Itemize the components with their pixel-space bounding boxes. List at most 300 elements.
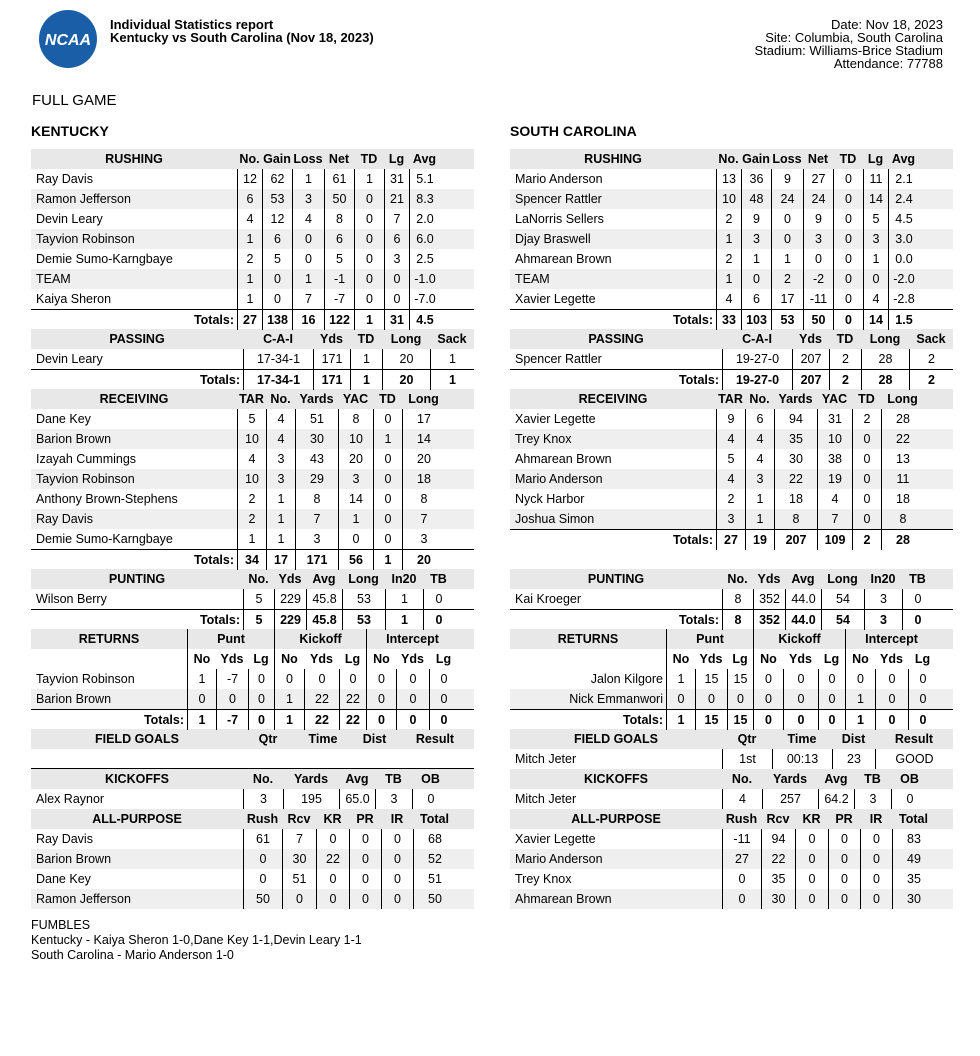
returns-total-value: 0 — [818, 710, 845, 730]
rushing-value: 1 — [237, 269, 262, 289]
returns-player: Tayvion Robinson — [36, 672, 135, 686]
receiving-row — [510, 489, 953, 509]
passing-total-value: 2 — [909, 370, 953, 390]
rushing-value: 0 — [262, 289, 292, 309]
all-purpose-value: 0 — [349, 829, 381, 849]
rushing-value: 6.0 — [409, 229, 440, 249]
rushing-value: 4.5 — [888, 209, 919, 229]
receiving-total-value: 207 — [774, 530, 817, 550]
all-purpose-value: 30 — [282, 849, 316, 869]
returns-col-header: Lg — [914, 652, 931, 666]
game-date: Date: Nov 18, 2023 — [830, 17, 943, 32]
rushing-total-value: 16 — [292, 310, 324, 330]
punting-total-value: 3 — [864, 610, 902, 630]
returns-col-header: Lg — [253, 652, 269, 666]
passing-value: 17-34-1 — [243, 349, 313, 369]
passing-value: 171 — [313, 349, 350, 369]
returns-subheader-row — [31, 649, 474, 669]
receiving-value: 4 — [266, 409, 295, 429]
all-purpose-player: Xavier Legette — [515, 832, 596, 846]
returns-value: 0 — [695, 689, 727, 709]
punting-header-row — [31, 569, 474, 589]
receiving-value: 3 — [266, 469, 295, 489]
rushing-value: 0 — [354, 229, 384, 249]
receiving-value: 30 — [774, 449, 817, 469]
kickoffs-row — [31, 789, 474, 809]
rushing-value: 2.1 — [888, 169, 919, 189]
returns-row — [31, 689, 474, 709]
receiving-col-header: Long — [408, 392, 439, 406]
all-purpose-value: 0 — [828, 869, 860, 889]
rushing-value: 1 — [354, 169, 384, 189]
receiving-total-value: 34 — [237, 550, 266, 570]
rushing-col-header: Net — [328, 152, 350, 166]
returns-value: 0 — [666, 689, 695, 709]
rushing-title: RUSHING — [105, 152, 163, 166]
rushing-totals-label: Totals: — [672, 312, 713, 327]
rushing-total-value: 31 — [384, 310, 409, 330]
rushing-value: 24 — [771, 189, 803, 209]
all-purpose-col-header: Rcv — [287, 812, 311, 826]
all-purpose-value: 0 — [349, 849, 381, 869]
returns-col-header: No — [187, 649, 216, 669]
receiving-value: 4 — [237, 449, 266, 469]
rushing-value: 0 — [833, 189, 863, 209]
rushing-value: 0 — [354, 189, 384, 209]
rushing-player: LaNorris Sellers — [515, 212, 604, 226]
field-goals-col-header: Time — [787, 732, 817, 746]
rushing-value: 1 — [237, 229, 262, 249]
all-purpose-player: Ahmarean Brown — [515, 892, 612, 906]
passing-col-header: Yds — [320, 332, 343, 346]
all-purpose-value: 0 — [243, 869, 282, 889]
receiving-value: 0 — [373, 529, 402, 549]
returns-value: 0 — [366, 689, 396, 709]
receiving-value: 1 — [237, 529, 266, 549]
returns-group-header: Punt — [187, 629, 274, 649]
returns-value: 0 — [753, 689, 783, 709]
punting-value: 3 — [864, 589, 902, 609]
rushing-value: 0 — [833, 289, 863, 309]
all-purpose-value: 0 — [381, 889, 413, 909]
returns-value: 0 — [727, 689, 753, 709]
receiving-value: 1 — [745, 509, 774, 529]
receiving-value: 10 — [237, 469, 266, 489]
field-goals-value: 00:13 — [772, 749, 832, 769]
rushing-value: 50 — [324, 189, 354, 209]
receiving-value: 13 — [881, 449, 924, 469]
rushing-value: 4 — [292, 209, 324, 229]
receiving-totals-row — [31, 549, 474, 569]
receiving-player: Barion Brown — [36, 432, 112, 446]
receiving-total-value: 17 — [266, 550, 295, 570]
rushing-row — [510, 209, 953, 229]
rushing-value: 0 — [292, 229, 324, 249]
receiving-total-value: 2 — [852, 530, 881, 550]
receiving-col-header: TAR — [718, 392, 743, 406]
all-purpose-value: 94 — [761, 829, 795, 849]
rushing-totals-row — [31, 309, 474, 329]
returns-value: 1 — [666, 669, 695, 689]
rushing-total-value: 27 — [237, 310, 262, 330]
receiving-totals-row — [510, 529, 953, 549]
kickoffs-value: 3 — [243, 789, 283, 809]
returns-value: 1 — [845, 689, 875, 709]
kickoffs-row — [510, 789, 953, 809]
report-title: Individual Statistics report — [110, 17, 274, 32]
all-purpose-value: -11 — [722, 829, 761, 849]
punting-value: 1 — [385, 589, 423, 609]
passing-totals-label: Totals: — [199, 372, 240, 387]
rushing-value: 53 — [262, 189, 292, 209]
receiving-value: 8 — [881, 509, 924, 529]
returns-value: 22 — [304, 689, 339, 709]
rushing-player: Ahmarean Brown — [515, 252, 612, 266]
returns-total-value: -7 — [216, 710, 248, 730]
rushing-header-row — [31, 149, 474, 169]
rushing-value: 2.0 — [409, 209, 440, 229]
rushing-value: 5 — [324, 249, 354, 269]
receiving-total-value: 20 — [402, 550, 445, 570]
rushing-row — [31, 249, 474, 269]
receiving-value: 4 — [716, 429, 745, 449]
all-purpose-player: Barion Brown — [36, 852, 112, 866]
returns-col-header: No — [753, 649, 783, 669]
rushing-player: Spencer Rattler — [515, 192, 602, 206]
returns-total-value: 0 — [875, 710, 908, 730]
receiving-player: Ray Davis — [36, 512, 93, 526]
passing-row — [510, 349, 953, 369]
punting-col-header: TB — [430, 572, 447, 586]
rushing-col-header: Avg — [891, 152, 916, 166]
all-purpose-value: 0 — [381, 829, 413, 849]
rushing-value: 0 — [803, 249, 833, 269]
receiving-col-header: No. — [270, 392, 291, 406]
all-purpose-col-header: PR — [835, 812, 853, 826]
field-goals-col-header: Dist — [362, 732, 387, 746]
rushing-value: -1 — [324, 269, 354, 289]
passing-col-header: Long — [869, 332, 901, 346]
returns-total-value: 15 — [695, 710, 727, 730]
receiving-value: 8 — [295, 489, 338, 509]
rushing-row — [510, 189, 953, 209]
rushing-value: 3 — [741, 229, 771, 249]
returns-value: 15 — [727, 669, 753, 689]
returns-total-value: 1 — [845, 710, 875, 730]
returns-value: 0 — [875, 669, 908, 689]
all-purpose-row — [510, 829, 953, 849]
rushing-value: 7 — [292, 289, 324, 309]
all-purpose-col-header: Total — [420, 812, 449, 826]
punting-total-value: 8 — [722, 610, 753, 630]
returns-totals-label: Totals: — [143, 712, 184, 727]
returns-total-value: 0 — [908, 710, 937, 730]
receiving-value: 31 — [817, 409, 852, 429]
returns-value: 0 — [753, 669, 783, 689]
returns-value: 1 — [187, 669, 216, 689]
all-purpose-col-header: Rush — [725, 812, 758, 826]
rushing-value: 17 — [771, 289, 803, 309]
rushing-total-value: 0 — [833, 310, 863, 330]
kickoffs-value: 0 — [412, 789, 449, 809]
fumbles-kentucky: Kentucky - Kaiya Sheron 1-0,Dane Key 1-1,Devin Leary 1-1 — [31, 933, 362, 947]
rushing-col-header: Gain — [742, 152, 770, 166]
receiving-row — [31, 469, 474, 489]
all-purpose-value: 22 — [316, 849, 349, 869]
returns-value: 0 — [396, 669, 429, 689]
rushing-value: 0.0 — [888, 249, 919, 269]
rushing-value: 0 — [384, 289, 409, 309]
punting-totals-row — [510, 609, 953, 629]
receiving-value: 7 — [402, 509, 445, 529]
returns-value: 0 — [845, 669, 875, 689]
all-purpose-value: 0 — [316, 889, 349, 909]
receiving-col-header: No. — [749, 392, 770, 406]
rushing-value: 12 — [262, 209, 292, 229]
rushing-value: 1 — [237, 289, 262, 309]
punting-row — [31, 589, 474, 609]
receiving-value: 0 — [338, 529, 373, 549]
punting-total-value: 53 — [342, 610, 385, 630]
punting-player: Wilson Berry — [36, 592, 107, 606]
rushing-value: 0 — [833, 169, 863, 189]
kickoffs-header-row — [510, 769, 953, 789]
rushing-value: 1 — [292, 169, 324, 189]
returns-value: 1 — [274, 689, 304, 709]
punting-total-value: 45.8 — [306, 610, 342, 630]
returns-value: 0 — [187, 689, 216, 709]
returns-value: 0 — [908, 689, 937, 709]
all-purpose-value: 0 — [349, 869, 381, 889]
all-purpose-player: Ramon Jefferson — [36, 892, 131, 906]
punting-value: 54 — [821, 589, 864, 609]
rushing-row — [31, 209, 474, 229]
returns-value: 0 — [304, 669, 339, 689]
rushing-value: 7 — [384, 209, 409, 229]
field-goals-value: 1st — [722, 749, 772, 769]
field-goals-title: FIELD GOALS — [573, 732, 659, 746]
receiving-total-value: 171 — [295, 550, 338, 570]
all-purpose-col-header: IR — [869, 812, 883, 826]
rushing-value: 1 — [292, 269, 324, 289]
passing-value: 2 — [909, 349, 953, 369]
receiving-value: 9 — [716, 409, 745, 429]
rushing-row — [31, 269, 474, 289]
receiving-value: 35 — [774, 429, 817, 449]
punting-total-value: 44.0 — [785, 610, 821, 630]
all-purpose-header-row — [510, 809, 953, 829]
receiving-value: 4 — [716, 469, 745, 489]
punting-header-row — [510, 569, 953, 589]
passing-totals-row — [31, 369, 474, 389]
returns-value: 0 — [783, 689, 818, 709]
rushing-col-header: Loss — [772, 152, 802, 166]
returns-total-value: 0 — [429, 710, 458, 730]
punting-col-header: In20 — [870, 572, 896, 586]
rushing-value: 8 — [324, 209, 354, 229]
all-purpose-value: 0 — [860, 889, 892, 909]
punting-col-header: Yds — [278, 572, 302, 586]
receiving-value: 0 — [373, 489, 402, 509]
rushing-value: -2.0 — [888, 269, 919, 289]
kickoffs-value: 0 — [891, 789, 928, 809]
receiving-player: Joshua Simon — [515, 512, 595, 526]
rushing-total-value: 33 — [716, 310, 741, 330]
rushing-value: 0 — [833, 209, 863, 229]
rushing-value: 9 — [803, 209, 833, 229]
rushing-value: 2.4 — [888, 189, 919, 209]
punting-value: 229 — [274, 589, 306, 609]
receiving-value: 1 — [745, 489, 774, 509]
rushing-value: 5.1 — [409, 169, 440, 189]
rushing-value: 2 — [716, 209, 741, 229]
receiving-player: Izayah Cummings — [36, 452, 137, 466]
all-purpose-value: 52 — [413, 849, 456, 869]
receiving-spacer — [510, 549, 953, 569]
fumbles-title: FUMBLES — [31, 918, 91, 932]
passing-player: Spencer Rattler — [515, 352, 602, 366]
receiving-header-row — [510, 389, 953, 409]
rushing-value: 0 — [771, 209, 803, 229]
field-goals-col-header: Qtr — [737, 732, 757, 746]
rushing-value: 0 — [354, 249, 384, 269]
passing-value: 19-27-0 — [722, 349, 792, 369]
punting-col-header: Long — [348, 572, 379, 586]
returns-value: 0 — [366, 669, 396, 689]
kickoffs-value: 64.2 — [818, 789, 854, 809]
receiving-total-value: 19 — [745, 530, 774, 550]
receiving-col-header: YAC — [821, 392, 848, 406]
passing-total-value: 171 — [313, 370, 350, 390]
receiving-value: 2 — [852, 409, 881, 429]
receiving-value: 22 — [774, 469, 817, 489]
receiving-player: Demie Sumo-Karngbaye — [36, 532, 173, 546]
all-purpose-col-header: KR — [802, 812, 821, 826]
all-purpose-col-header: Rush — [246, 812, 279, 826]
returns-player: Jalon Kilgore — [590, 672, 663, 686]
all-purpose-value: 0 — [349, 889, 381, 909]
rushing-player: Ramon Jefferson — [36, 192, 131, 206]
all-purpose-value: 0 — [860, 869, 892, 889]
receiving-value: 1 — [266, 529, 295, 549]
receiving-value: 7 — [817, 509, 852, 529]
rushing-row — [510, 269, 953, 289]
returns-value: 0 — [875, 689, 908, 709]
rushing-col-header: Gain — [263, 152, 291, 166]
rushing-col-header: No. — [718, 152, 739, 166]
returns-col-header: Yds — [699, 652, 723, 666]
rushing-total-value: 4.5 — [409, 310, 440, 330]
punting-title: PUNTING — [587, 572, 645, 586]
all-purpose-col-header: KR — [323, 812, 342, 826]
rushing-value: 27 — [803, 169, 833, 189]
receiving-value: 4 — [745, 449, 774, 469]
all-purpose-value: 61 — [243, 829, 282, 849]
all-purpose-col-header: Rcv — [766, 812, 790, 826]
receiving-row — [31, 409, 474, 429]
all-purpose-value: 0 — [828, 849, 860, 869]
receiving-value: 3 — [266, 449, 295, 469]
rushing-value: 6 — [237, 189, 262, 209]
receiving-value: 3 — [716, 509, 745, 529]
rushing-value: 1 — [771, 249, 803, 269]
returns-value: 0 — [818, 669, 845, 689]
receiving-value: 14 — [402, 429, 445, 449]
returns-col-header: No — [274, 649, 304, 669]
passing-col-header: TD — [357, 332, 375, 346]
receiving-value: 20 — [402, 449, 445, 469]
receiving-value: 19 — [817, 469, 852, 489]
receiving-player: Ahmarean Brown — [515, 452, 612, 466]
all-purpose-title: ALL-PURPOSE — [571, 812, 661, 826]
field-goals-col-header: Qtr — [258, 732, 278, 746]
receiving-player: Nyck Harbor — [515, 492, 585, 506]
receiving-value: 0 — [852, 449, 881, 469]
passing-total-value: 19-27-0 — [722, 370, 792, 390]
field-goals-player: Mitch Jeter — [515, 752, 577, 766]
passing-row — [31, 349, 474, 369]
all-purpose-value: 35 — [761, 869, 795, 889]
returns-value: 0 — [908, 669, 937, 689]
kickoffs-player: Alex Raynor — [36, 792, 105, 806]
punting-totals-label: Totals: — [678, 612, 719, 627]
game-subtitle: Kentucky vs South Carolina (Nov 18, 2023) — [110, 30, 374, 45]
rushing-value: 0 — [262, 269, 292, 289]
rushing-player: Djay Braswell — [515, 232, 591, 246]
game-attendance: Attendance: 77788 — [833, 56, 943, 71]
field-goals-title: FIELD GOALS — [94, 732, 180, 746]
all-purpose-value: 0 — [316, 829, 349, 849]
receiving-row — [31, 489, 474, 509]
fumbles-south-carolina: South Carolina - Mario Anderson 1-0 — [31, 948, 234, 962]
receiving-player: Mario Anderson — [515, 472, 603, 486]
passing-value: 1 — [350, 349, 382, 369]
rushing-value: 1 — [716, 229, 741, 249]
rushing-total-value: 103 — [741, 310, 771, 330]
receiving-value: 17 — [402, 409, 445, 429]
passing-total-value: 1 — [430, 370, 474, 390]
rushing-value: 6 — [741, 289, 771, 309]
all-purpose-value: 51 — [413, 869, 456, 889]
all-purpose-row — [510, 869, 953, 889]
rushing-total-value: 53 — [771, 310, 803, 330]
punting-value: 352 — [753, 589, 785, 609]
all-purpose-value: 30 — [892, 889, 935, 909]
receiving-value: 29 — [295, 469, 338, 489]
punting-total-value: 352 — [753, 610, 785, 630]
receiving-col-header: TAR — [239, 392, 264, 406]
rushing-value: 3 — [863, 229, 888, 249]
receiving-value: 11 — [881, 469, 924, 489]
rushing-col-header: No. — [239, 152, 260, 166]
rushing-value: -7 — [324, 289, 354, 309]
punting-col-header: Avg — [791, 572, 815, 586]
rushing-total-value: 1.5 — [888, 310, 919, 330]
passing-header-row — [31, 329, 474, 349]
punting-totals-label: Totals: — [199, 612, 240, 627]
rushing-value: -2.8 — [888, 289, 919, 309]
returns-total-value: 1 — [187, 710, 216, 730]
all-purpose-col-header: PR — [356, 812, 374, 826]
receiving-value: 1 — [266, 509, 295, 529]
returns-totals-label: Totals: — [622, 712, 663, 727]
receiving-total-value: 109 — [817, 530, 852, 550]
passing-totals-row — [510, 369, 953, 389]
returns-value: 0 — [216, 689, 248, 709]
receiving-player: Xavier Legette — [515, 412, 596, 426]
receiving-col-header: TD — [858, 392, 875, 406]
rushing-value: 0 — [833, 249, 863, 269]
